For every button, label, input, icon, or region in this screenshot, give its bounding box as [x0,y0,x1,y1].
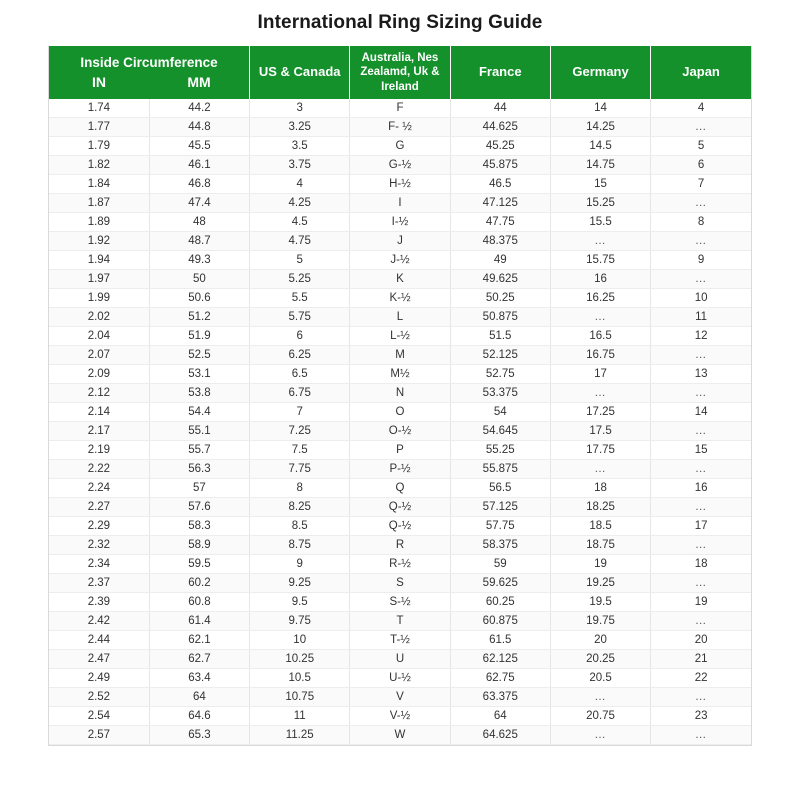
cell-us-canada: 6.5 [250,365,350,384]
cell-france: 54.645 [450,422,550,441]
cell-mm: 61.4 [149,612,249,631]
cell-us-canada: 8.75 [250,536,350,555]
cell-us-canada: 8.25 [250,498,350,517]
cell-france: 64.625 [450,726,550,745]
table-row [49,289,751,308]
cell-germany: 14.5 [550,137,650,156]
cell-germany: 20.25 [550,650,650,669]
cell-us-canada: 6.75 [250,384,350,403]
cell-mm: 63.4 [149,669,249,688]
table-row [49,384,751,403]
cell-france: 51.5 [450,327,550,346]
cell-japan: … [651,422,751,441]
cell-france: 45.25 [450,137,550,156]
cell-us-canada: 7.25 [250,422,350,441]
cell-inches: 2.19 [49,441,149,460]
cell-us-canada: 7.75 [250,460,350,479]
cell-mm: 56.3 [149,460,249,479]
cell-inches: 2.09 [49,365,149,384]
cell-uk: V [350,688,450,707]
cell-france: 48.375 [450,232,550,251]
cell-us-canada: 3 [250,99,350,118]
cell-germany: 15.75 [550,251,650,270]
table-row [49,175,751,194]
cell-us-canada: 9.25 [250,574,350,593]
table-body [49,99,751,745]
table-row [49,555,751,574]
table-row [49,479,751,498]
cell-mm: 55.7 [149,441,249,460]
table-row [49,232,751,251]
cell-mm: 44.2 [149,99,249,118]
cell-germany: … [550,232,650,251]
cell-japan: 15 [651,441,751,460]
cell-japan: … [651,536,751,555]
cell-inches: 2.42 [49,612,149,631]
cell-uk: O [350,403,450,422]
cell-germany: 16.5 [550,327,650,346]
cell-japan: 23 [651,707,751,726]
cell-inches: 2.47 [49,650,149,669]
cell-us-canada: 5.25 [250,270,350,289]
cell-us-canada: 4.75 [250,232,350,251]
table-row [49,498,751,517]
cell-mm: 54.4 [149,403,249,422]
header-us-canada: US & Canada [250,46,350,99]
cell-japan: 4 [651,99,751,118]
cell-mm: 58.3 [149,517,249,536]
cell-japan: 22 [651,669,751,688]
cell-inches: 2.57 [49,726,149,745]
cell-uk: G [350,137,450,156]
table-row [49,460,751,479]
cell-uk: R [350,536,450,555]
cell-japan: 14 [651,403,751,422]
header-mm: MM [187,74,211,91]
cell-germany: 14.25 [550,118,650,137]
header-inside-circumference-label: Inside Circumference [80,54,218,70]
cell-germany: 14.75 [550,156,650,175]
cell-germany: 19.75 [550,612,650,631]
cell-japan: 21 [651,650,751,669]
cell-japan: 7 [651,175,751,194]
cell-france: 52.75 [450,365,550,384]
cell-france: 55.875 [450,460,550,479]
cell-inches: 2.17 [49,422,149,441]
cell-mm: 65.3 [149,726,249,745]
table-row [49,593,751,612]
table-row [49,517,751,536]
header-australia-nz-uk-ireland: Australia, Nes Zealamd, Uk & Ireland [350,46,450,99]
cell-mm: 55.1 [149,422,249,441]
cell-japan: … [651,270,751,289]
cell-france: 62.75 [450,669,550,688]
cell-germany: 18.5 [550,517,650,536]
header-germany: Germany [550,46,650,99]
cell-inches: 1.87 [49,194,149,213]
cell-us-canada: 3.75 [250,156,350,175]
cell-japan: 11 [651,308,751,327]
table-row [49,308,751,327]
cell-mm: 50.6 [149,289,249,308]
cell-mm: 59.5 [149,555,249,574]
cell-mm: 62.7 [149,650,249,669]
cell-uk: L-½ [350,327,450,346]
cell-uk: I [350,194,450,213]
cell-uk: K-½ [350,289,450,308]
cell-us-canada: 3.25 [250,118,350,137]
cell-japan: 5 [651,137,751,156]
cell-uk: S-½ [350,593,450,612]
cell-japan: 17 [651,517,751,536]
cell-germany: 15.5 [550,213,650,232]
cell-mm: 49.3 [149,251,249,270]
cell-uk: F [350,99,450,118]
cell-us-canada: 9.5 [250,593,350,612]
table-row [49,365,751,384]
cell-japan: … [651,346,751,365]
cell-uk: Q [350,479,450,498]
header-inside-circumference [49,46,250,99]
cell-france: 47.125 [450,194,550,213]
cell-japan: 19 [651,593,751,612]
cell-germany: 19 [550,555,650,574]
cell-us-canada: 10.25 [250,650,350,669]
cell-inches: 2.24 [49,479,149,498]
cell-us-canada: 6.25 [250,346,350,365]
cell-us-canada: 4.5 [250,213,350,232]
table-row [49,669,751,688]
header-row [49,46,751,99]
cell-mm: 44.8 [149,118,249,137]
cell-france: 54 [450,403,550,422]
cell-germany: 20.75 [550,707,650,726]
cell-france: 57.125 [450,498,550,517]
cell-germany: 15 [550,175,650,194]
cell-inches: 2.04 [49,327,149,346]
cell-uk: V-½ [350,707,450,726]
table-row [49,631,751,650]
cell-inches: 2.29 [49,517,149,536]
cell-france: 46.5 [450,175,550,194]
table-row [49,650,751,669]
cell-japan: … [651,726,751,745]
cell-uk: F- ½ [350,118,450,137]
cell-us-canada: 9 [250,555,350,574]
cell-france: 61.5 [450,631,550,650]
cell-japan: … [651,460,751,479]
cell-germany: 17.25 [550,403,650,422]
cell-inches: 2.49 [49,669,149,688]
cell-inches: 2.27 [49,498,149,517]
cell-germany: 17.5 [550,422,650,441]
cell-germany: 16 [550,270,650,289]
cell-mm: 57 [149,479,249,498]
cell-us-canada: 5.5 [250,289,350,308]
cell-germany: 18.25 [550,498,650,517]
cell-japan: … [651,194,751,213]
cell-inches: 2.34 [49,555,149,574]
cell-inches: 1.74 [49,99,149,118]
cell-mm: 53.1 [149,365,249,384]
cell-germany: 20 [550,631,650,650]
table-row [49,327,751,346]
table-row [49,707,751,726]
table-row [49,403,751,422]
cell-mm: 60.2 [149,574,249,593]
cell-japan: 6 [651,156,751,175]
table-row [49,213,751,232]
table-row [49,194,751,213]
cell-uk: Q-½ [350,517,450,536]
table-row [49,574,751,593]
cell-france: 62.125 [450,650,550,669]
cell-france: 56.5 [450,479,550,498]
cell-japan: … [651,384,751,403]
cell-us-canada: 11.25 [250,726,350,745]
cell-france: 49 [450,251,550,270]
table-row [49,251,751,270]
cell-france: 55.25 [450,441,550,460]
cell-inches: 1.99 [49,289,149,308]
cell-uk: O-½ [350,422,450,441]
cell-france: 59 [450,555,550,574]
cell-mm: 46.8 [149,175,249,194]
cell-france: 50.875 [450,308,550,327]
table-header [49,46,751,99]
cell-mm: 60.8 [149,593,249,612]
cell-japan: … [651,118,751,137]
cell-germany: 18.75 [550,536,650,555]
header-japan: Japan [651,46,751,99]
cell-germany: … [550,688,650,707]
cell-germany: 18 [550,479,650,498]
cell-uk: T [350,612,450,631]
cell-uk: T-½ [350,631,450,650]
cell-uk: I-½ [350,213,450,232]
ring-size-table-wrapper [48,46,752,746]
cell-uk: M [350,346,450,365]
cell-germany: 20.5 [550,669,650,688]
cell-uk: U-½ [350,669,450,688]
cell-france: 60.25 [450,593,550,612]
header-inches: IN [92,74,107,91]
cell-inches: 2.54 [49,707,149,726]
cell-us-canada: 4 [250,175,350,194]
cell-germany: 16.75 [550,346,650,365]
table-row [49,99,751,118]
cell-germany: … [550,726,650,745]
table-row [49,536,751,555]
cell-mm: 48.7 [149,232,249,251]
cell-inches: 1.92 [49,232,149,251]
cell-france: 60.875 [450,612,550,631]
cell-us-canada: 8.5 [250,517,350,536]
cell-inches: 2.39 [49,593,149,612]
cell-us-canada: 3.5 [250,137,350,156]
cell-france: 52.125 [450,346,550,365]
cell-inches: 2.22 [49,460,149,479]
cell-us-canada: 10 [250,631,350,650]
cell-germany: … [550,460,650,479]
cell-inches: 2.37 [49,574,149,593]
cell-mm: 57.6 [149,498,249,517]
table-row [49,118,751,137]
cell-japan: 8 [651,213,751,232]
header-france: France [450,46,550,99]
cell-inches: 2.32 [49,536,149,555]
cell-mm: 51.9 [149,327,249,346]
cell-uk: N [350,384,450,403]
cell-us-canada: 9.75 [250,612,350,631]
cell-japan: 13 [651,365,751,384]
cell-inches: 1.94 [49,251,149,270]
cell-germany: 19.5 [550,593,650,612]
cell-japan: 9 [651,251,751,270]
cell-japan: 20 [651,631,751,650]
cell-uk: K [350,270,450,289]
cell-uk: M½ [350,365,450,384]
cell-japan: 18 [651,555,751,574]
cell-us-canada: 5.75 [250,308,350,327]
cell-inches: 1.79 [49,137,149,156]
cell-germany: … [550,384,650,403]
table-row [49,346,751,365]
table-row [49,156,751,175]
cell-uk: W [350,726,450,745]
cell-japan: 10 [651,289,751,308]
table-row [49,422,751,441]
cell-us-canada: 11 [250,707,350,726]
cell-france: 59.625 [450,574,550,593]
table-row [49,441,751,460]
cell-us-canada: 10.75 [250,688,350,707]
cell-germany: 16.25 [550,289,650,308]
cell-inches: 1.82 [49,156,149,175]
cell-france: 47.75 [450,213,550,232]
cell-uk: J [350,232,450,251]
cell-uk: U [350,650,450,669]
cell-japan: … [651,688,751,707]
cell-us-canada: 8 [250,479,350,498]
cell-france: 63.375 [450,688,550,707]
cell-mm: 64 [149,688,249,707]
table-row [49,612,751,631]
cell-us-canada: 5 [250,251,350,270]
cell-germany: 14 [550,99,650,118]
cell-france: 44 [450,99,550,118]
cell-mm: 64.6 [149,707,249,726]
cell-mm: 58.9 [149,536,249,555]
cell-france: 53.375 [450,384,550,403]
cell-inches: 1.97 [49,270,149,289]
table-row [49,688,751,707]
cell-germany: 17.75 [550,441,650,460]
cell-uk: R-½ [350,555,450,574]
cell-germany: 15.25 [550,194,650,213]
cell-mm: 47.4 [149,194,249,213]
cell-japan: … [651,612,751,631]
cell-uk: Q-½ [350,498,450,517]
cell-mm: 51.2 [149,308,249,327]
cell-france: 64 [450,707,550,726]
cell-france: 45.875 [450,156,550,175]
cell-inches: 1.84 [49,175,149,194]
ring-size-table [49,46,751,745]
table-row [49,726,751,745]
page-title: International Ring Sizing Guide [257,12,543,33]
cell-germany: 19.25 [550,574,650,593]
cell-france: 44.625 [450,118,550,137]
cell-inches: 1.89 [49,213,149,232]
cell-france: 49.625 [450,270,550,289]
cell-japan: … [651,498,751,517]
cell-us-canada: 10.5 [250,669,350,688]
cell-uk: S [350,574,450,593]
cell-mm: 52.5 [149,346,249,365]
cell-mm: 50 [149,270,249,289]
cell-uk: P-½ [350,460,450,479]
cell-inches: 2.07 [49,346,149,365]
cell-inches: 2.02 [49,308,149,327]
cell-inches: 2.14 [49,403,149,422]
cell-france: 58.375 [450,536,550,555]
cell-japan: … [651,574,751,593]
cell-inches: 2.52 [49,688,149,707]
cell-us-canada: 6 [250,327,350,346]
cell-japan: 16 [651,479,751,498]
cell-us-canada: 4.25 [250,194,350,213]
cell-japan: 12 [651,327,751,346]
cell-germany: … [550,308,650,327]
cell-inches: 1.77 [49,118,149,137]
table-row [49,270,751,289]
table-row [49,137,751,156]
cell-uk: P [350,441,450,460]
cell-inches: 2.44 [49,631,149,650]
cell-uk: L [350,308,450,327]
cell-uk: J-½ [350,251,450,270]
cell-mm: 46.1 [149,156,249,175]
cell-mm: 53.8 [149,384,249,403]
cell-inches: 2.12 [49,384,149,403]
cell-uk: G-½ [350,156,450,175]
cell-mm: 62.1 [149,631,249,650]
cell-us-canada: 7.5 [250,441,350,460]
cell-japan: … [651,232,751,251]
cell-us-canada: 7 [250,403,350,422]
cell-france: 50.25 [450,289,550,308]
cell-france: 57.75 [450,517,550,536]
cell-mm: 45.5 [149,137,249,156]
cell-uk: H-½ [350,175,450,194]
cell-mm: 48 [149,213,249,232]
cell-germany: 17 [550,365,650,384]
